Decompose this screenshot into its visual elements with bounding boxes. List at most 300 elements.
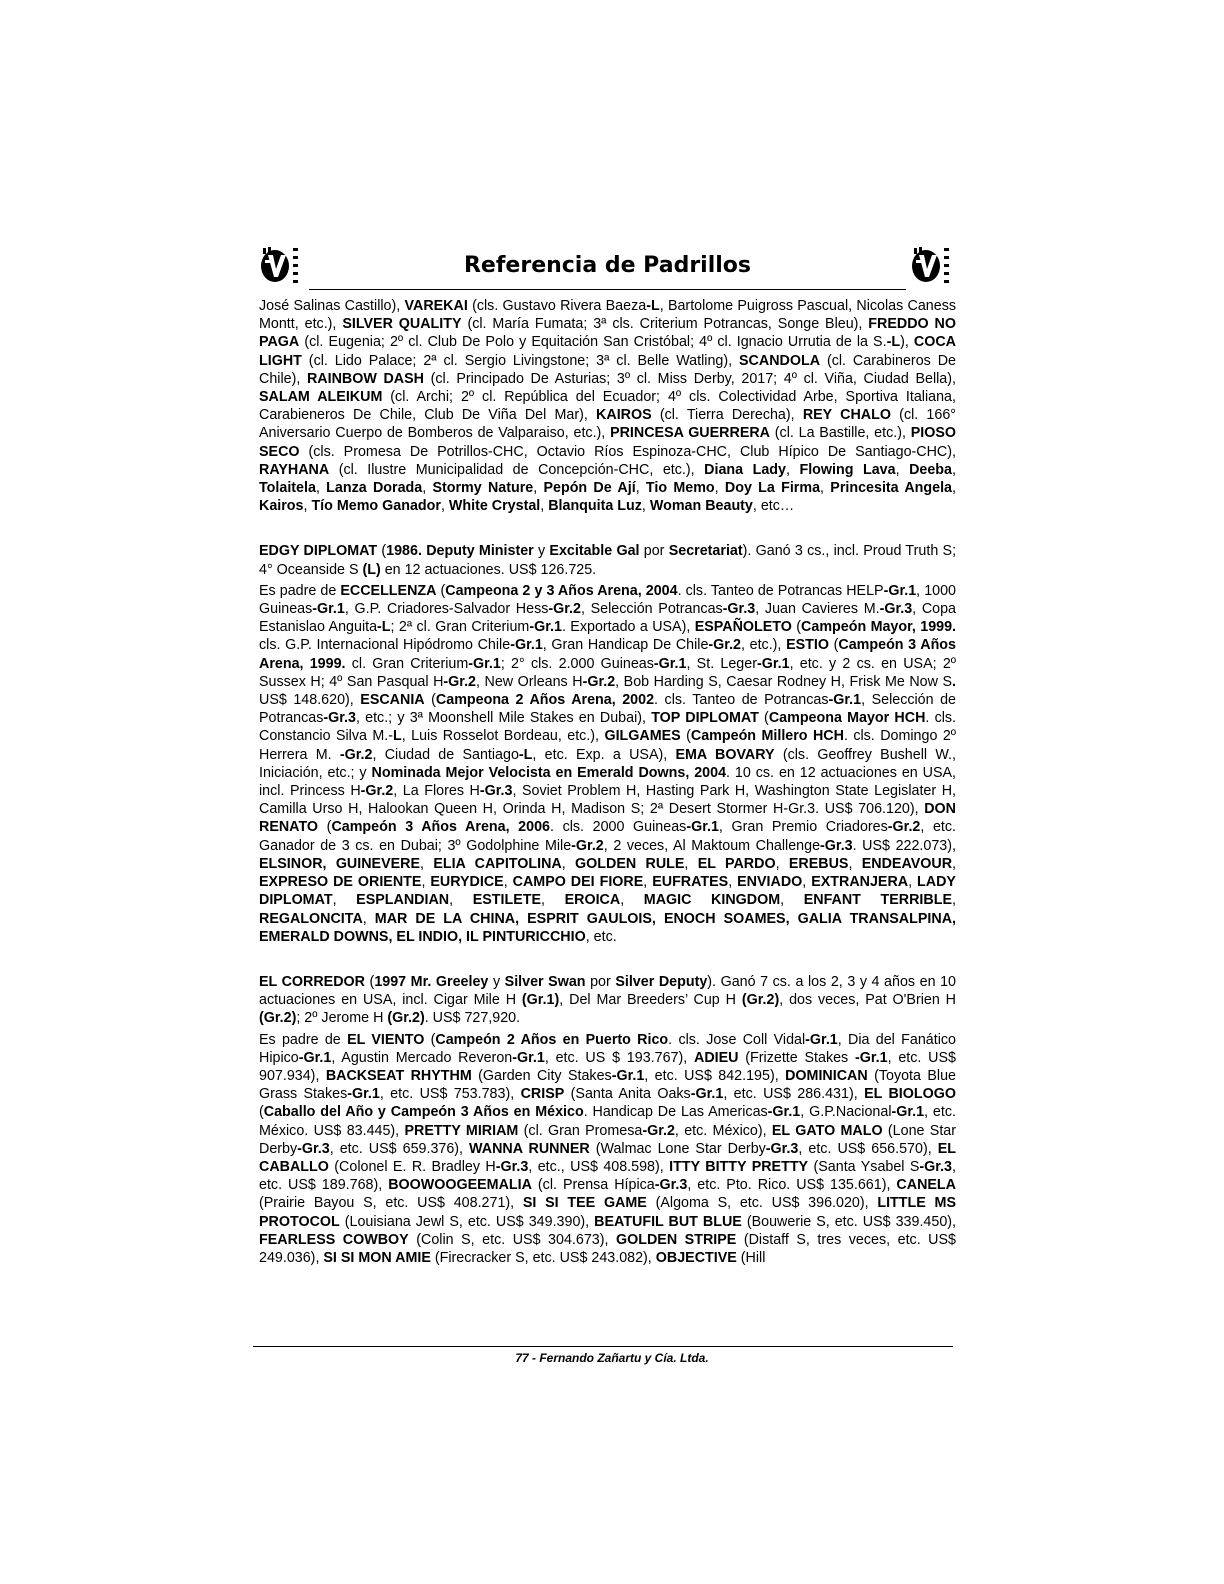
text-run: , Soviet Problem H, Hasting Park H, Washington State Legislater H, Camilla Urso H, Halookan Queen H, Orinda H, Madison S; 2ª Desert Stormer H-Gr.3. US$ 706.120), (259, 783, 956, 818)
text-run: , G.P. Criadores-Salvador Hess (344, 601, 549, 618)
bold-text: TOP DIPLOMAT (651, 710, 759, 727)
text-run: . cls. Tanteo de Potrancas (654, 692, 829, 709)
text-run: , (952, 855, 957, 872)
page-title: Referencia de Padrillos (463, 253, 751, 278)
text-run: Es padre de (259, 1031, 348, 1048)
bold-text: Lanza Dorada (326, 480, 423, 497)
bold-text: -Gr.1 (529, 619, 562, 636)
stud-logo-icon (910, 244, 956, 286)
text-run: , (449, 892, 473, 909)
text-run: , etc. US$ 189.768), (259, 1158, 956, 1194)
bold-text: Campeona Mayor HCH (768, 710, 926, 727)
bold-text: REY CHALO (802, 407, 891, 424)
text-run: , etc. Exp. a USA), (532, 746, 676, 763)
text-run: ( (828, 637, 839, 654)
bold-text: BOOWOOGEEMALIA (388, 1177, 532, 1194)
text-run: . cls. 2000 Guineas (549, 819, 687, 836)
bold-text: FREDDO NO PAGA (259, 316, 957, 351)
text-run: . cls. Jose Coll Vidal (668, 1031, 806, 1048)
text-run: ; 2ª cl. Gran Criterium (390, 619, 530, 636)
bold-text: Tio Memo (645, 480, 715, 497)
bold-text: -Gr.3 (919, 1158, 952, 1175)
text-run: (Prairie Bayou S, etc. US$ 408.271), (259, 1195, 523, 1212)
bold-text: MAR DE LA CHINA, ESPRIT GAULOIS, ENOCH SOAMES, GALIA TRANSALPINA, EMERALD DOWNS, EL INDIO, IL PINTURICCHIO (259, 910, 956, 945)
bold-text: MAGIC KINGDOM (643, 892, 781, 909)
bold-text: SALAM ALEIKUM (259, 389, 383, 406)
text-run: , (785, 461, 800, 478)
bold-text: -Gr.2 (887, 819, 921, 836)
text-run: , etc… (752, 498, 795, 515)
text-run: , (422, 480, 433, 497)
text-run: . US$ 727,920. (424, 1010, 521, 1027)
text-run: . US$ 222.073), (852, 837, 956, 854)
text-run: ( (377, 543, 387, 560)
bold-text: Tolaitela (259, 480, 316, 497)
bold-text: -Gr.1 (611, 1067, 645, 1084)
text-run: , etc., US$ 408.598), (528, 1158, 670, 1175)
bold-text: VAREKAI (404, 298, 468, 314)
text-run: (cls. Gustavo Rivera Baeza (467, 298, 647, 314)
bold-text: (Gr.2) (259, 1010, 297, 1027)
text-run: (Colin S, etc. US$ 304.673), (408, 1231, 616, 1248)
bold-text: -L (886, 334, 901, 351)
text-run: José Salinas Castillo), (259, 298, 405, 314)
bold-text: -Gr.1 (805, 1031, 838, 1048)
bold-text: -Gr.2 (360, 783, 394, 800)
text-run: (cl. Prensa Hípica (531, 1177, 655, 1194)
text-run: , (641, 498, 650, 515)
text-run: . Handicap De Las Americas (583, 1104, 768, 1121)
text-run: (cl. Ilustre Municipalidad de Concepción-CHC, etc.), (329, 461, 705, 478)
text-run: , (561, 855, 576, 872)
bold-text: -Gr.1 (468, 655, 501, 672)
text-run: (cl. Eugenia; 2º cl. Club De Polo y Equitación San Cristóbal; 4º cl. Ignacio Urrutia de la S. (299, 334, 887, 351)
bold-text: EROICA (564, 892, 621, 909)
text-run: (cl. Archi; 2º cl. República del Ecuador; 4º cls. Colectividad Arbe, Sportiva Italiana, Carabieneros De Chile, Club De Viña Del Mar), (259, 389, 956, 424)
bold-text: -Gr.1 (347, 1086, 380, 1103)
bold-text: (Gr.1) (521, 992, 560, 1009)
text-run: (Lone Star Derby (259, 1122, 957, 1157)
text-run: (Santa Anita Oaks (564, 1086, 691, 1103)
bold-text: Secretariat (668, 543, 743, 560)
text-run: , (780, 892, 804, 909)
bold-text: -Gr.3 (722, 601, 756, 618)
text-run: Es padre de (259, 582, 341, 599)
paragraph (259, 973, 956, 1028)
bold-text: -Gr.2 (582, 673, 616, 690)
text-run: , Selección de Potrancas (259, 692, 957, 727)
text-run: cls. G.P. Internacional Hipódromo Chile (259, 637, 511, 654)
bold-text: -Gr.3 (765, 1140, 799, 1157)
bold-text: -Gr.3 (297, 1140, 330, 1157)
bold-text: -Gr.1 (298, 1049, 332, 1066)
bold-text: EL PARDO (697, 855, 776, 872)
text-run: (Colonel E. R. Bradley H (328, 1158, 496, 1175)
text-run: , (952, 461, 956, 478)
bold-text: Pepón De Ají (543, 480, 636, 497)
header-rule (309, 289, 906, 290)
bold-text: Doy La Firma (724, 480, 821, 497)
bold-text: KAIROS (596, 407, 652, 424)
text-run: , Dia del Fanático Hipico (259, 1031, 956, 1066)
bold-text: -Gr.1 (510, 637, 543, 654)
text-run: , 2 veces, Al Maktoum Challenge (603, 837, 821, 854)
bold-text: L (393, 728, 402, 745)
bold-text: GOLDEN STRIPE (615, 1231, 737, 1248)
text-run: (cl. Lido Palace; 2ª cl. Sergio Livingstone; 3ª cl. Belle Watling), (301, 352, 740, 369)
text-run: (Louisiana Jewl S, etc. US$ 349.390), (339, 1213, 595, 1230)
bold-text: EL CORREDOR (259, 973, 365, 990)
bold-text: EDGY DIPLOMAT (259, 543, 378, 560)
text-run: , (635, 480, 646, 497)
text-run: (cl. María Fumata; 3ª cls. Criterium Potrancas, Songe Bleu), (461, 316, 869, 333)
text-run: (cl. Carabineros De Chile), (259, 352, 956, 387)
text-run: (Frizette Stakes (738, 1049, 855, 1066)
bold-text: -Gr.2 (443, 673, 477, 690)
text-run: , G.P.Nacional (800, 1104, 892, 1121)
text-run: , Juan Cavieres M. (755, 601, 880, 618)
bold-text: ECCELLENZA (340, 582, 437, 599)
bold-text: LADY DIPLOMAT (259, 874, 956, 909)
text-run: US$ 148.620), (259, 692, 361, 709)
bold-text: Blanquita Luz (548, 498, 642, 515)
text-run: , (440, 498, 449, 515)
text-run: (Distaff S, tres veces, etc. US$ 249.036), (259, 1231, 956, 1266)
bold-text: -Gr.3 (323, 710, 356, 727)
bold-text: OBJECTIVE (655, 1249, 737, 1266)
bold-text: EREBUS (788, 855, 849, 872)
text-run: ( (758, 710, 769, 727)
bold-text: Excitable Gal (549, 543, 640, 560)
text-run: , etc. US$ 753.783), (379, 1086, 521, 1103)
footer-rule (253, 1346, 953, 1347)
bold-text: ENFANT TERRIBLE (803, 892, 952, 909)
paragraph (259, 1031, 956, 1268)
bold-text: Silver Deputy (615, 973, 708, 990)
bold-text: DON RENATO (259, 801, 956, 836)
text-run: ). Ganó 3 cs., incl. Proud Truth S; 4° Oceanside S (259, 543, 957, 578)
text-run: , (820, 480, 831, 497)
text-run: ( (424, 1031, 436, 1048)
bold-text: ADIEU (694, 1049, 739, 1066)
bold-text: Diana Lady (704, 461, 786, 478)
text-run: , etc. Ganador de 3 cs. en Dubai; 3º Godolphine Mile (259, 819, 957, 854)
text-run: (Toyota Blue Grass Stakes (259, 1067, 956, 1103)
bold-text: Campeón 3 Años Arena, 1999. (259, 637, 956, 672)
text-run: , 1000 Guineas (259, 582, 957, 618)
bold-text: DOMINICAN (785, 1067, 868, 1084)
bold-text: SI SI MON AMIE (323, 1249, 431, 1266)
bold-text: RAYHANA (259, 461, 330, 478)
bold-text: -Gr.2 (571, 837, 604, 854)
text-run: . Exportado a USA), (561, 619, 695, 636)
text-run: , etc. y 2 cs. en USA; 2º Sussex H; 4º San Pasqual H (259, 655, 956, 690)
text-run: ( (364, 973, 375, 990)
bold-text: COCA LIGHT (259, 334, 956, 369)
bold-text: Campeona 2 Años Arena, 2002 (435, 692, 655, 709)
paragraph (259, 542, 956, 578)
bold-text: -Gr.1 (512, 1049, 545, 1066)
bold-text: ENDEAVOUR (861, 855, 953, 872)
bold-text: Campeón Mayor, 1999. (801, 619, 957, 636)
bold-text: SILVER QUALITY (342, 316, 462, 333)
text-run: , (620, 892, 644, 909)
text-run: (Walmac Lone Star Derby (589, 1140, 766, 1157)
bold-text: -Gr.2 (642, 1122, 675, 1139)
text-run: , (362, 910, 375, 927)
text-run: , (848, 855, 862, 872)
text-run: , (541, 892, 565, 909)
text-run: (Santa Ysabel S (808, 1158, 920, 1175)
text-run: , etc. US$ 842.195), (644, 1067, 786, 1084)
bold-text: GOLDEN RULE (575, 855, 685, 872)
text-run: , (332, 892, 357, 909)
text-run: . cls. Tanteo de Potrancas HELP (677, 582, 884, 599)
bold-text: EL CABALLO (259, 1140, 956, 1175)
text-run: (cl. Principado De Asturias; 3º cl. Miss Derby, 2017; 4º cl. Viña, Ciudad Bella), (424, 370, 956, 387)
bold-text: Kairos (259, 498, 304, 515)
text-run: , etc.; y 3ª Moonshell Mile Stakes en Dubai), (355, 710, 652, 727)
bold-text: White Crystal (448, 498, 541, 515)
text-run: (cl. Gran Promesa (518, 1122, 643, 1139)
bold-text: -Gr.1 (653, 655, 687, 672)
text-run: , La Flores H (393, 783, 480, 800)
text-run: , (728, 874, 738, 891)
entry-spacer (259, 946, 956, 973)
text-run: ( (436, 582, 446, 599)
text-run: (Garden City Stakes (471, 1067, 612, 1084)
bold-text: 1997 Mr. Greeley (374, 973, 489, 990)
bold-text: -Gr.3 (495, 1158, 529, 1175)
bold-text: CAMPO DEI FIORE (512, 874, 644, 891)
bold-text: (L) (362, 561, 381, 578)
bold-text: SI SI TEE GAME (522, 1195, 647, 1212)
text-run: (cl. La Bastille, etc.), (770, 425, 911, 442)
text-run: , Gran Premio Criadores (718, 819, 888, 836)
text-run: , Del Mar Breeders’ Cup H (559, 992, 742, 1009)
bold-text: ELIA CAPITOLINA (433, 855, 562, 872)
text-run: ( (424, 692, 436, 709)
bold-text: Deeba (909, 461, 952, 478)
bold-text: EL BIOLOGO (864, 1086, 956, 1103)
text-run: , etc. (585, 928, 617, 945)
text-run: (Algoma S, etc. US$ 396.020), (646, 1195, 878, 1212)
entry-spacer (259, 515, 956, 542)
bold-text: -Gr.1 (828, 692, 862, 709)
bold-text: Campeón 2 Años en Puerto Rico (435, 1031, 669, 1048)
text-run: y (488, 973, 505, 990)
text-run: , Bob Harding S, Caesar Rodney H, Frisk Me Now S (615, 673, 953, 690)
bold-text: Campeón Millero HCH (690, 728, 844, 745)
bold-text: -Gr.3 (479, 783, 513, 800)
text-run: en 12 actuaciones. US$ 126.725. (380, 561, 597, 578)
text-run: , Agustin Mercado Reveron (331, 1049, 513, 1066)
text-run: , (533, 480, 544, 497)
bold-text: -Gr.1 (312, 601, 345, 618)
bold-text: EL VIENTO (347, 1031, 425, 1048)
text-run: cl. Gran Criterium (345, 655, 469, 672)
bold-text: Caballo del Año y Campeón 3 Años en México (263, 1104, 584, 1121)
bold-text: . (952, 673, 957, 690)
text-run: , (895, 461, 910, 478)
bold-text: -Gr.3 (654, 1177, 688, 1194)
bold-text: -Gr.1 (686, 819, 719, 836)
bold-text: CANELA (896, 1177, 956, 1194)
text-run: , (421, 874, 431, 891)
bold-text: -L (377, 619, 391, 636)
text-run: , (503, 874, 513, 891)
bold-text: REGALONCITA (259, 910, 363, 927)
document-page (259, 240, 956, 1267)
bold-text: -Gr.1 (855, 1049, 888, 1066)
text-run: , etc.), (741, 637, 787, 654)
text-run: , Copa Estanislao Anguita (259, 601, 957, 636)
bold-text: GILGAMES (604, 728, 681, 745)
bold-text: ESTILETE (472, 892, 542, 909)
bold-text: ESPLANDIAN (356, 892, 450, 909)
bold-text: -Gr.1 (756, 655, 790, 672)
text-run: , etc. México), (674, 1122, 772, 1139)
text-run: , (303, 498, 312, 515)
bold-text: ENVIADO (737, 874, 803, 891)
text-run: , (420, 855, 434, 872)
bold-text: -Gr.3 (820, 837, 853, 854)
bold-text: FEARLESS COWBOY (259, 1231, 409, 1248)
bold-text: EXPRESO DE ORIENTE (259, 874, 422, 891)
text-run: (Hill (736, 1249, 766, 1266)
text-run: ( (318, 819, 332, 836)
text-run: . cls. Domingo 2º Herrera M. (259, 728, 956, 763)
bold-text: (Gr.2) (741, 992, 780, 1009)
bold-text: EURYDICE (430, 874, 504, 891)
bold-text: EUFRATES (652, 874, 729, 891)
text-run: , etc. US$ 907.934), (259, 1049, 956, 1084)
bold-text: EMA BOVARY (675, 746, 775, 763)
bold-text: -Gr.2 (339, 746, 373, 763)
bold-text: -Gr.2 (548, 601, 581, 618)
bold-text: Campeona 2 y 3 Años Arena, 2004 (445, 582, 678, 599)
text-run: , (802, 874, 812, 891)
bold-text: WANNA RUNNER (469, 1140, 590, 1157)
page-footer: 77 - Fernando Zañartu y Cía. Ltda. (515, 1351, 709, 1365)
bold-text: BEATUFIL BUT BLUE (594, 1213, 742, 1230)
bold-text: Stormy Nature (432, 480, 534, 497)
text-run: y (533, 543, 550, 560)
bold-text: ESPAÑOLETO (694, 619, 792, 636)
bold-text: -L (518, 746, 533, 763)
bold-text: -Gr.3 (879, 601, 913, 618)
bold-text: PRINCESA GUERRERA (610, 425, 771, 442)
text-run: por (585, 973, 616, 990)
paragraph (259, 297, 956, 515)
text-run: . 10 cs. en 12 actuaciones en USA, incl. Princess H (259, 764, 957, 800)
text-run: ; 2º Jerome H (296, 1010, 388, 1027)
bold-text: LITTLE MS PROTOCOL (259, 1195, 956, 1230)
text-run: ( (791, 619, 802, 636)
bold-text: -Gr.1 (690, 1086, 724, 1103)
text-run: , etc. US$ 286.431), (723, 1086, 865, 1103)
text-run: , Ciudad de Santiago (372, 746, 519, 763)
text-run: , St. Leger (686, 655, 757, 672)
text-run: , (952, 892, 956, 909)
text-run: , (643, 874, 653, 891)
bold-text: Flowing Lava (799, 461, 896, 478)
text-run: , etc. US$ 656.570), (798, 1140, 938, 1157)
bold-text: ITTY BITTY PRETTY (669, 1158, 809, 1175)
bold-text: (Gr.2) (387, 1010, 425, 1027)
bold-text: SCANDOLA (739, 352, 821, 369)
text-run: por (639, 543, 669, 560)
text-run: (cl. 166° Aniversario Cuerpo de Bomberos de Valparaiso, etc.), (259, 407, 956, 442)
bold-text: Woman Beauty (649, 498, 753, 515)
bold-text: PRETTY MIRIAM (404, 1122, 519, 1139)
bold-text: Tío Memo Ganador (311, 498, 441, 515)
text-run: , etc. México. US$ 83.445), (259, 1104, 956, 1139)
text-run: , New Orleans H (476, 673, 583, 690)
text-run: , Luis Rosselot Bordeau, etc.), (401, 728, 605, 745)
text-run: , Gran Handicap De Chile (542, 637, 709, 654)
text-run: ). Ganó 7 cs. a los 2, 3 y 4 años en 10 actuaciones en USA, incl. Cigar Mile H (259, 973, 956, 1009)
text-run: (Firecracker S, etc. US$ 243.082), (430, 1249, 656, 1266)
text-run: , (775, 855, 789, 872)
bold-text: PIOSO SECO (259, 425, 956, 460)
bold-text: -Gr.1 (767, 1104, 801, 1121)
text-run: , etc. Pto. Rico. US$ 135.661), (687, 1177, 897, 1194)
bold-text: Princesita Angela (830, 480, 953, 497)
text-run: ), (900, 334, 914, 351)
bold-text: ELSINOR, GUINEVERE (259, 855, 421, 872)
bold-text: Silver Swan (504, 973, 586, 990)
text-run: ( (259, 1104, 264, 1121)
bold-text: RAINBOW DASH (306, 370, 424, 387)
bold-text: Campeón 3 Años Arena, 2006 (331, 819, 550, 836)
text-run: (cls. Geoffrey Bushell W., Iniciación, etc.; y (259, 746, 956, 781)
text-run: (cl. Tierra Derecha), (651, 407, 803, 424)
text-run: , (315, 480, 327, 497)
text-run: , (714, 480, 725, 497)
text-run: ; 2° cls. 2.000 Guineas (500, 655, 654, 672)
text-run: , Selección Potrancas (580, 601, 723, 618)
text-run: (cls. Promesa De Potrillos-CHC, Octavio Ríos Espinoza-CHC, Club Hípico De Santiago-CHC), (299, 443, 956, 460)
text-run: , dos veces, Pat O'Brien H (779, 992, 956, 1009)
bold-text: ESTIO (786, 637, 829, 654)
bold-text: EL GATO MALO (771, 1122, 883, 1139)
bold-text: CRISP (520, 1086, 565, 1103)
bold-text: ESCANIA (360, 692, 425, 709)
text-run: , Bartolome Puigross Pascual, Nicolas Caness Montt, etc.), (259, 298, 956, 333)
bold-text: -Gr.2 (708, 637, 741, 654)
bold-text: EXTRANJERA (811, 874, 909, 891)
text-run: , (908, 874, 918, 891)
bold-text: -Gr.1 (883, 582, 917, 599)
text-run: , (540, 498, 549, 515)
bold-text: Nominada Mejor Velocista en Emerald Downs, 2004 (371, 764, 727, 781)
text-run: . cls. Constancio Silva M.- (259, 710, 957, 745)
document-body (259, 297, 956, 1267)
bold-text: BACKSEAT RHYTHM (325, 1067, 472, 1084)
text-run: , (952, 480, 956, 497)
bold-text: -L (646, 298, 660, 314)
text-run: , (684, 855, 698, 872)
text-run: , etc. US $ 193.767), (544, 1049, 695, 1066)
text-run: (Bouwerie S, etc. US$ 339.450), (741, 1213, 957, 1230)
bold-text: -Gr.1 (891, 1104, 925, 1121)
paragraph (259, 582, 956, 946)
bold-text: 1986. Deputy Minister (386, 543, 534, 560)
text-run: ( (680, 728, 691, 745)
text-run: , etc. US$ 659.376), (329, 1140, 470, 1157)
page-header (259, 240, 956, 290)
